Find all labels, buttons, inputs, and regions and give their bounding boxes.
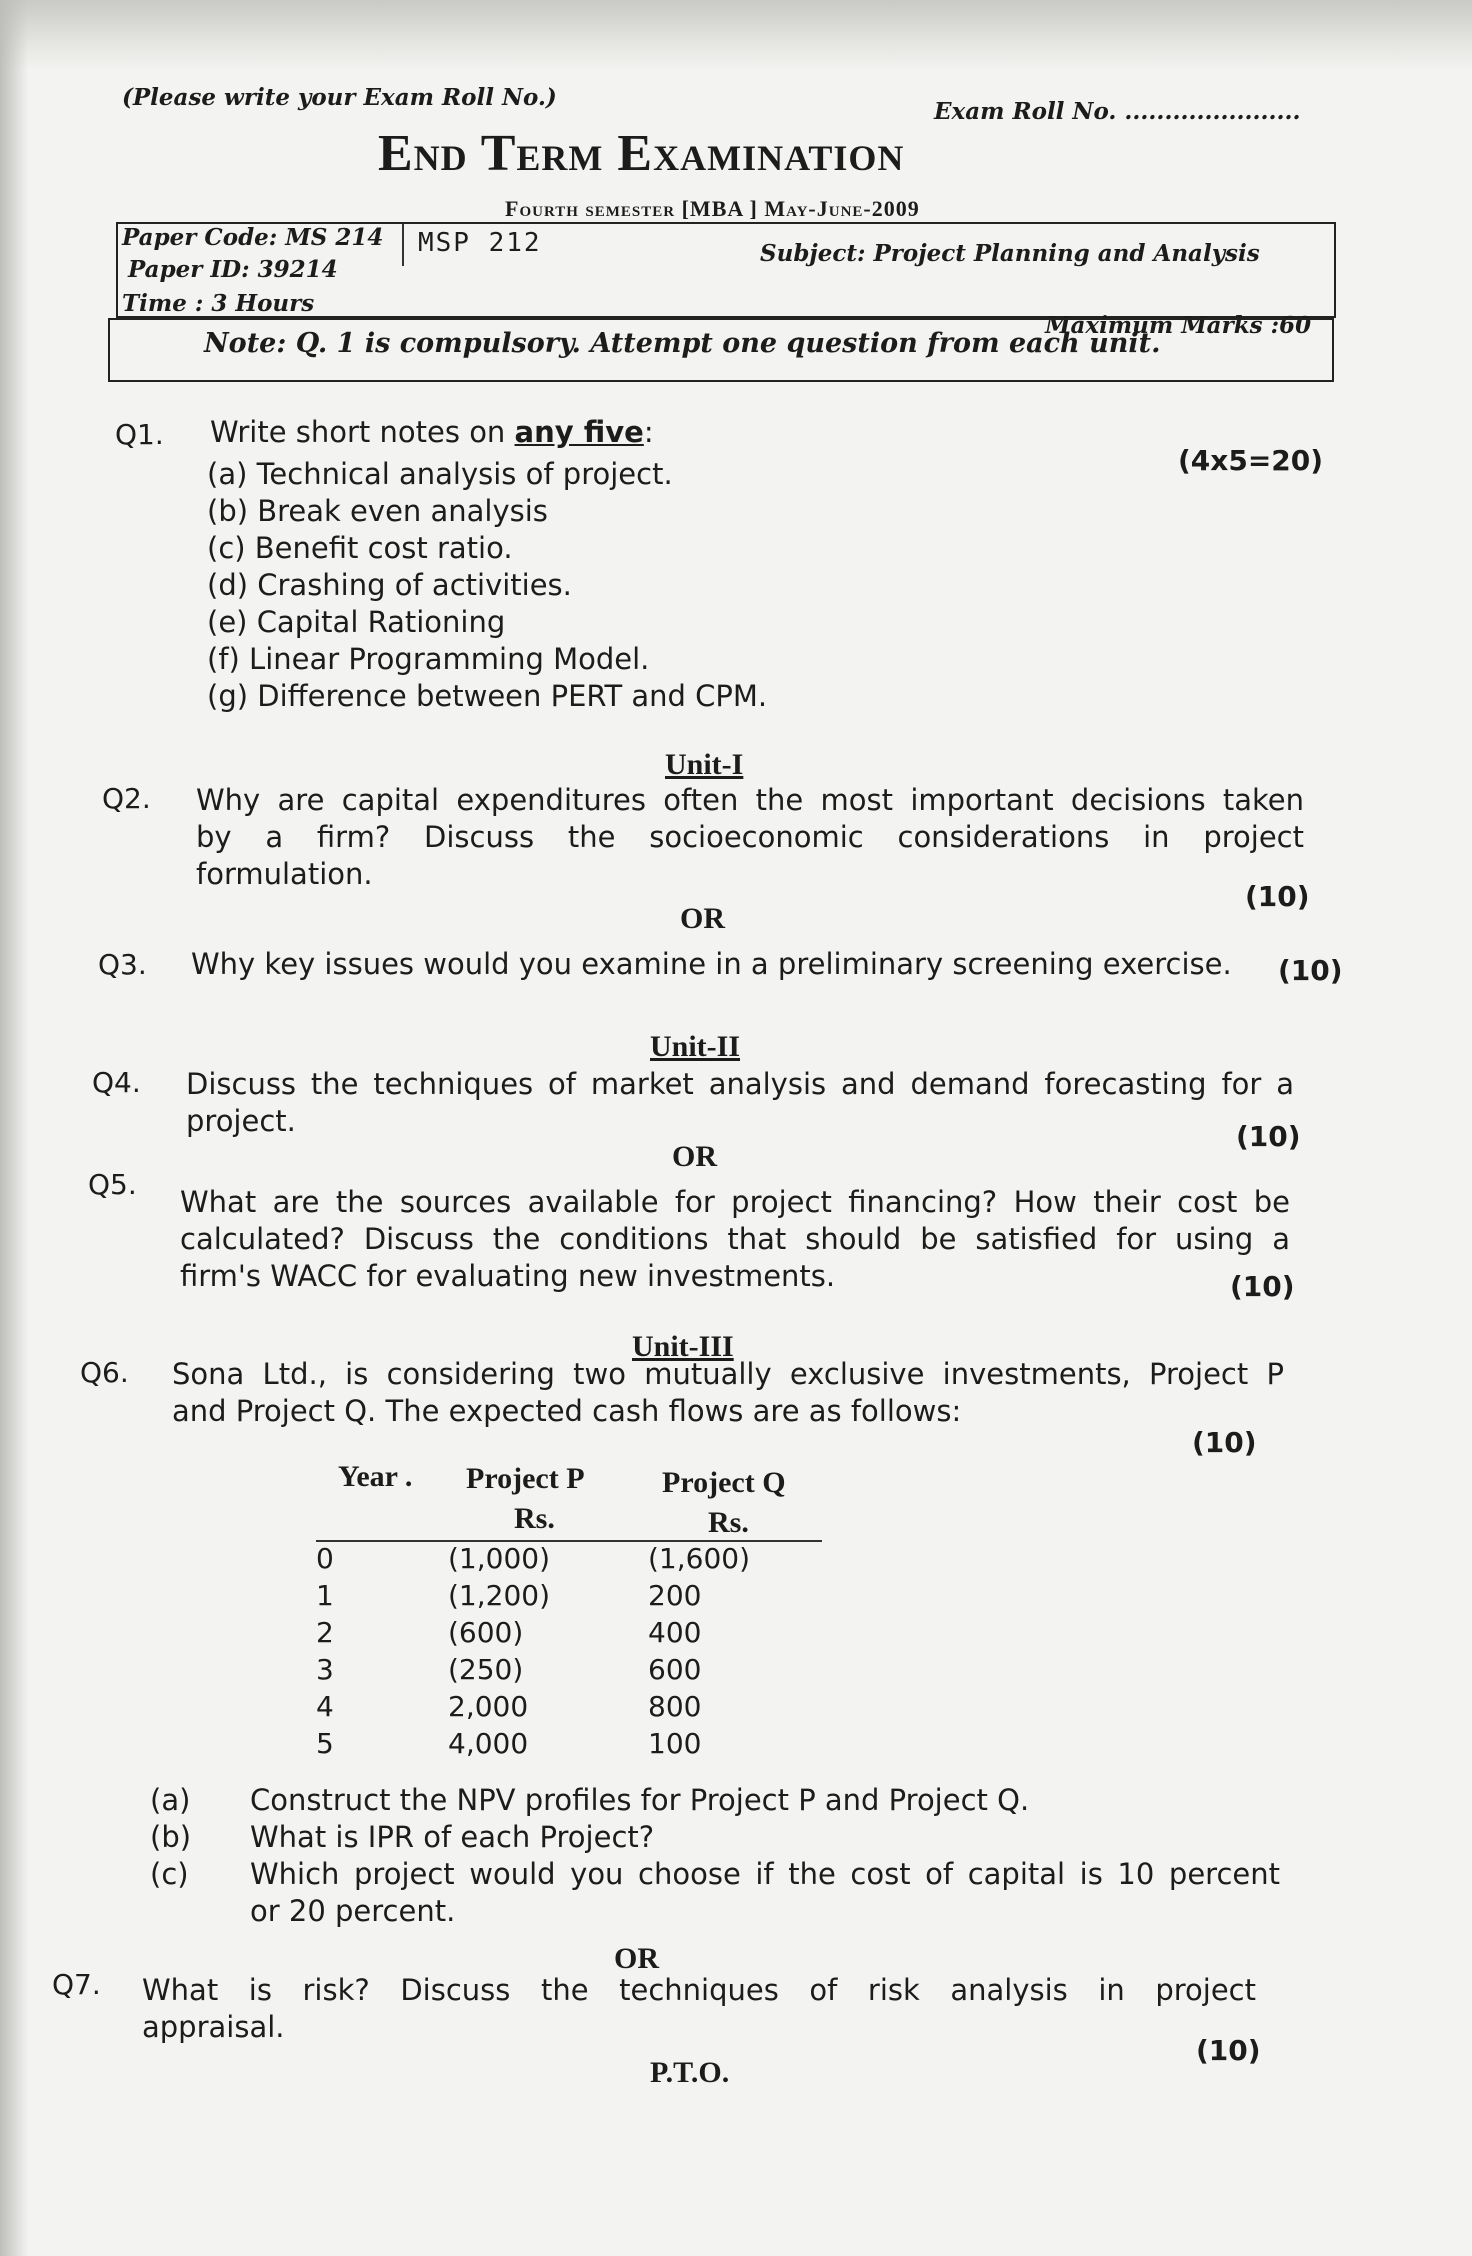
pto-label: P.T.O.: [650, 2056, 730, 2089]
q6-text: Sona Ltd., is considering two mutually exclusive investments, Project P and Project Q. The expected cash flows are as follows:: [172, 1357, 1284, 1428]
unit-3-heading: Unit-III: [632, 1330, 734, 1363]
q4-text: Discuss the techniques of market analysis and demand forecasting for a project.: [186, 1067, 1294, 1138]
cell-project-p: 4,000: [448, 1727, 529, 1760]
cell-project-p: (250): [448, 1653, 524, 1686]
exam-note: Note: Q. 1 is compulsory. Attempt one question from each unit.: [204, 328, 1161, 359]
q3-number: Q3.: [98, 948, 147, 981]
maximum-marks: Maximum Marks :60: [1045, 312, 1312, 339]
or-divider: OR: [680, 902, 725, 935]
q6-marks: (10): [1192, 1426, 1257, 1459]
cell-project-q: 600: [648, 1653, 702, 1686]
unit-2-heading: Unit-II: [650, 1030, 741, 1063]
q1-item: (a) Technical analysis of project.: [207, 457, 673, 491]
q2-number: Q2.: [102, 782, 151, 815]
q1-emphasis: any five: [514, 415, 644, 449]
q5-text: What are the sources available for project financing? How their cost be calculated? Discuss the conditions that should be satisfied for using a firm's WACC for evaluating new investments.: [180, 1185, 1290, 1293]
table-row: [316, 1540, 750, 1577]
q3-marks: (10): [1278, 954, 1343, 987]
q3-text: Why key issues would you examine in a preliminary screening exercise.: [191, 947, 1232, 981]
q1-item: (e) Capital Rationing: [207, 605, 506, 639]
roll-instruction: (Please write your Exam Roll No.): [122, 84, 557, 111]
scan-left-shadow: [0, 0, 28, 2256]
time-allowed: Time : 3 Hours: [122, 290, 315, 317]
cell-year: 5: [316, 1727, 334, 1760]
q5-marks: (10): [1230, 1270, 1295, 1303]
cell-year: 3: [316, 1653, 334, 1686]
cell-project-p: 2,000: [448, 1690, 529, 1723]
cell-project-q: 800: [648, 1690, 702, 1723]
subquestion-c: (c) Which project would you choose if the cost of capital is 10 percent or 20 percent.: [150, 1857, 1280, 1928]
semester-line: Fourth semester [MBA ] May-June-2009: [505, 196, 920, 221]
q6-subquestions: [150, 1782, 1280, 1930]
table-row: [316, 1614, 750, 1651]
subquestion-a: (a) Construct the NPV profiles for Project P and Project Q.: [150, 1783, 1030, 1817]
q1-item: (g) Difference between PERT and CPM.: [207, 679, 768, 713]
cell-project-p: (600): [448, 1616, 524, 1649]
unit-1-heading: Unit-I: [665, 748, 744, 781]
paper-code-divider: [402, 224, 404, 266]
q1-item: (b) Break even analysis: [207, 494, 548, 528]
q1-item: (d) Crashing of activities.: [207, 568, 572, 602]
scan-edge-shadow: [0, 0, 1472, 70]
q7-marks: (10): [1196, 2034, 1261, 2067]
cell-year: 0: [316, 1542, 334, 1575]
exam-title: End Term Examination: [378, 125, 905, 182]
q7-number: Q7.: [52, 1968, 101, 2001]
col-project-p-header: Project P: [466, 1462, 585, 1495]
q1-item: (f) Linear Programming Model.: [207, 642, 650, 676]
col-project-q-header: Project Q: [662, 1466, 786, 1499]
q1-prompt: Write short notes on any five:: [210, 415, 654, 449]
paper-code-handwritten: MSP 212: [418, 228, 542, 258]
table-row: [316, 1651, 750, 1688]
q1-number: Q1.: [115, 418, 164, 451]
cash-flow-table: [316, 1540, 750, 1762]
cell-project-q: 100: [648, 1727, 702, 1760]
col-year-header: Year .: [338, 1460, 413, 1493]
q7-text: What is risk? Discuss the techniques of risk analysis in project appraisal.: [142, 1973, 1256, 2044]
subject: Subject: Project Planning and Analysis: [760, 240, 1260, 267]
cell-project-q: 200: [648, 1579, 702, 1612]
table-row: [316, 1688, 750, 1725]
q6-number: Q6.: [80, 1356, 129, 1389]
q1-item: (c) Benefit cost ratio.: [207, 531, 513, 565]
cell-year: 1: [316, 1579, 334, 1612]
q1-items: [207, 456, 767, 715]
cell-project-q: (1,600): [648, 1542, 751, 1575]
col-project-q-unit: Rs.: [708, 1506, 749, 1539]
cell-project-p: (1,200): [448, 1579, 551, 1612]
q4-number: Q4.: [92, 1066, 141, 1099]
paper-code: Paper Code: MS 214: [122, 224, 384, 251]
or-divider: OR: [672, 1140, 717, 1173]
col-project-p-unit: Rs.: [514, 1502, 555, 1535]
cell-year: 2: [316, 1616, 334, 1649]
q1-marks: (4x5=20): [1178, 444, 1324, 477]
paper-id: Paper ID: 39214: [128, 256, 338, 283]
table-row: [316, 1577, 750, 1614]
table-row: [316, 1725, 750, 1762]
q2-text: Why are capital expenditures often the most important decisions taken by a firm? Discuss the socioeconomic considerations in project formulation.: [196, 783, 1304, 891]
subquestion-b: (b) What is IPR of each Project?: [150, 1820, 655, 1854]
q2-marks: (10): [1245, 880, 1310, 913]
q4-marks: (10): [1236, 1120, 1301, 1153]
or-divider: OR: [614, 1942, 659, 1975]
roll-number-label: Exam Roll No. ......................: [934, 98, 1301, 125]
cell-year: 4: [316, 1690, 334, 1723]
cell-project-q: 400: [648, 1616, 702, 1649]
q5-number: Q5.: [88, 1168, 137, 1201]
cell-project-p: (1,000): [448, 1542, 551, 1575]
